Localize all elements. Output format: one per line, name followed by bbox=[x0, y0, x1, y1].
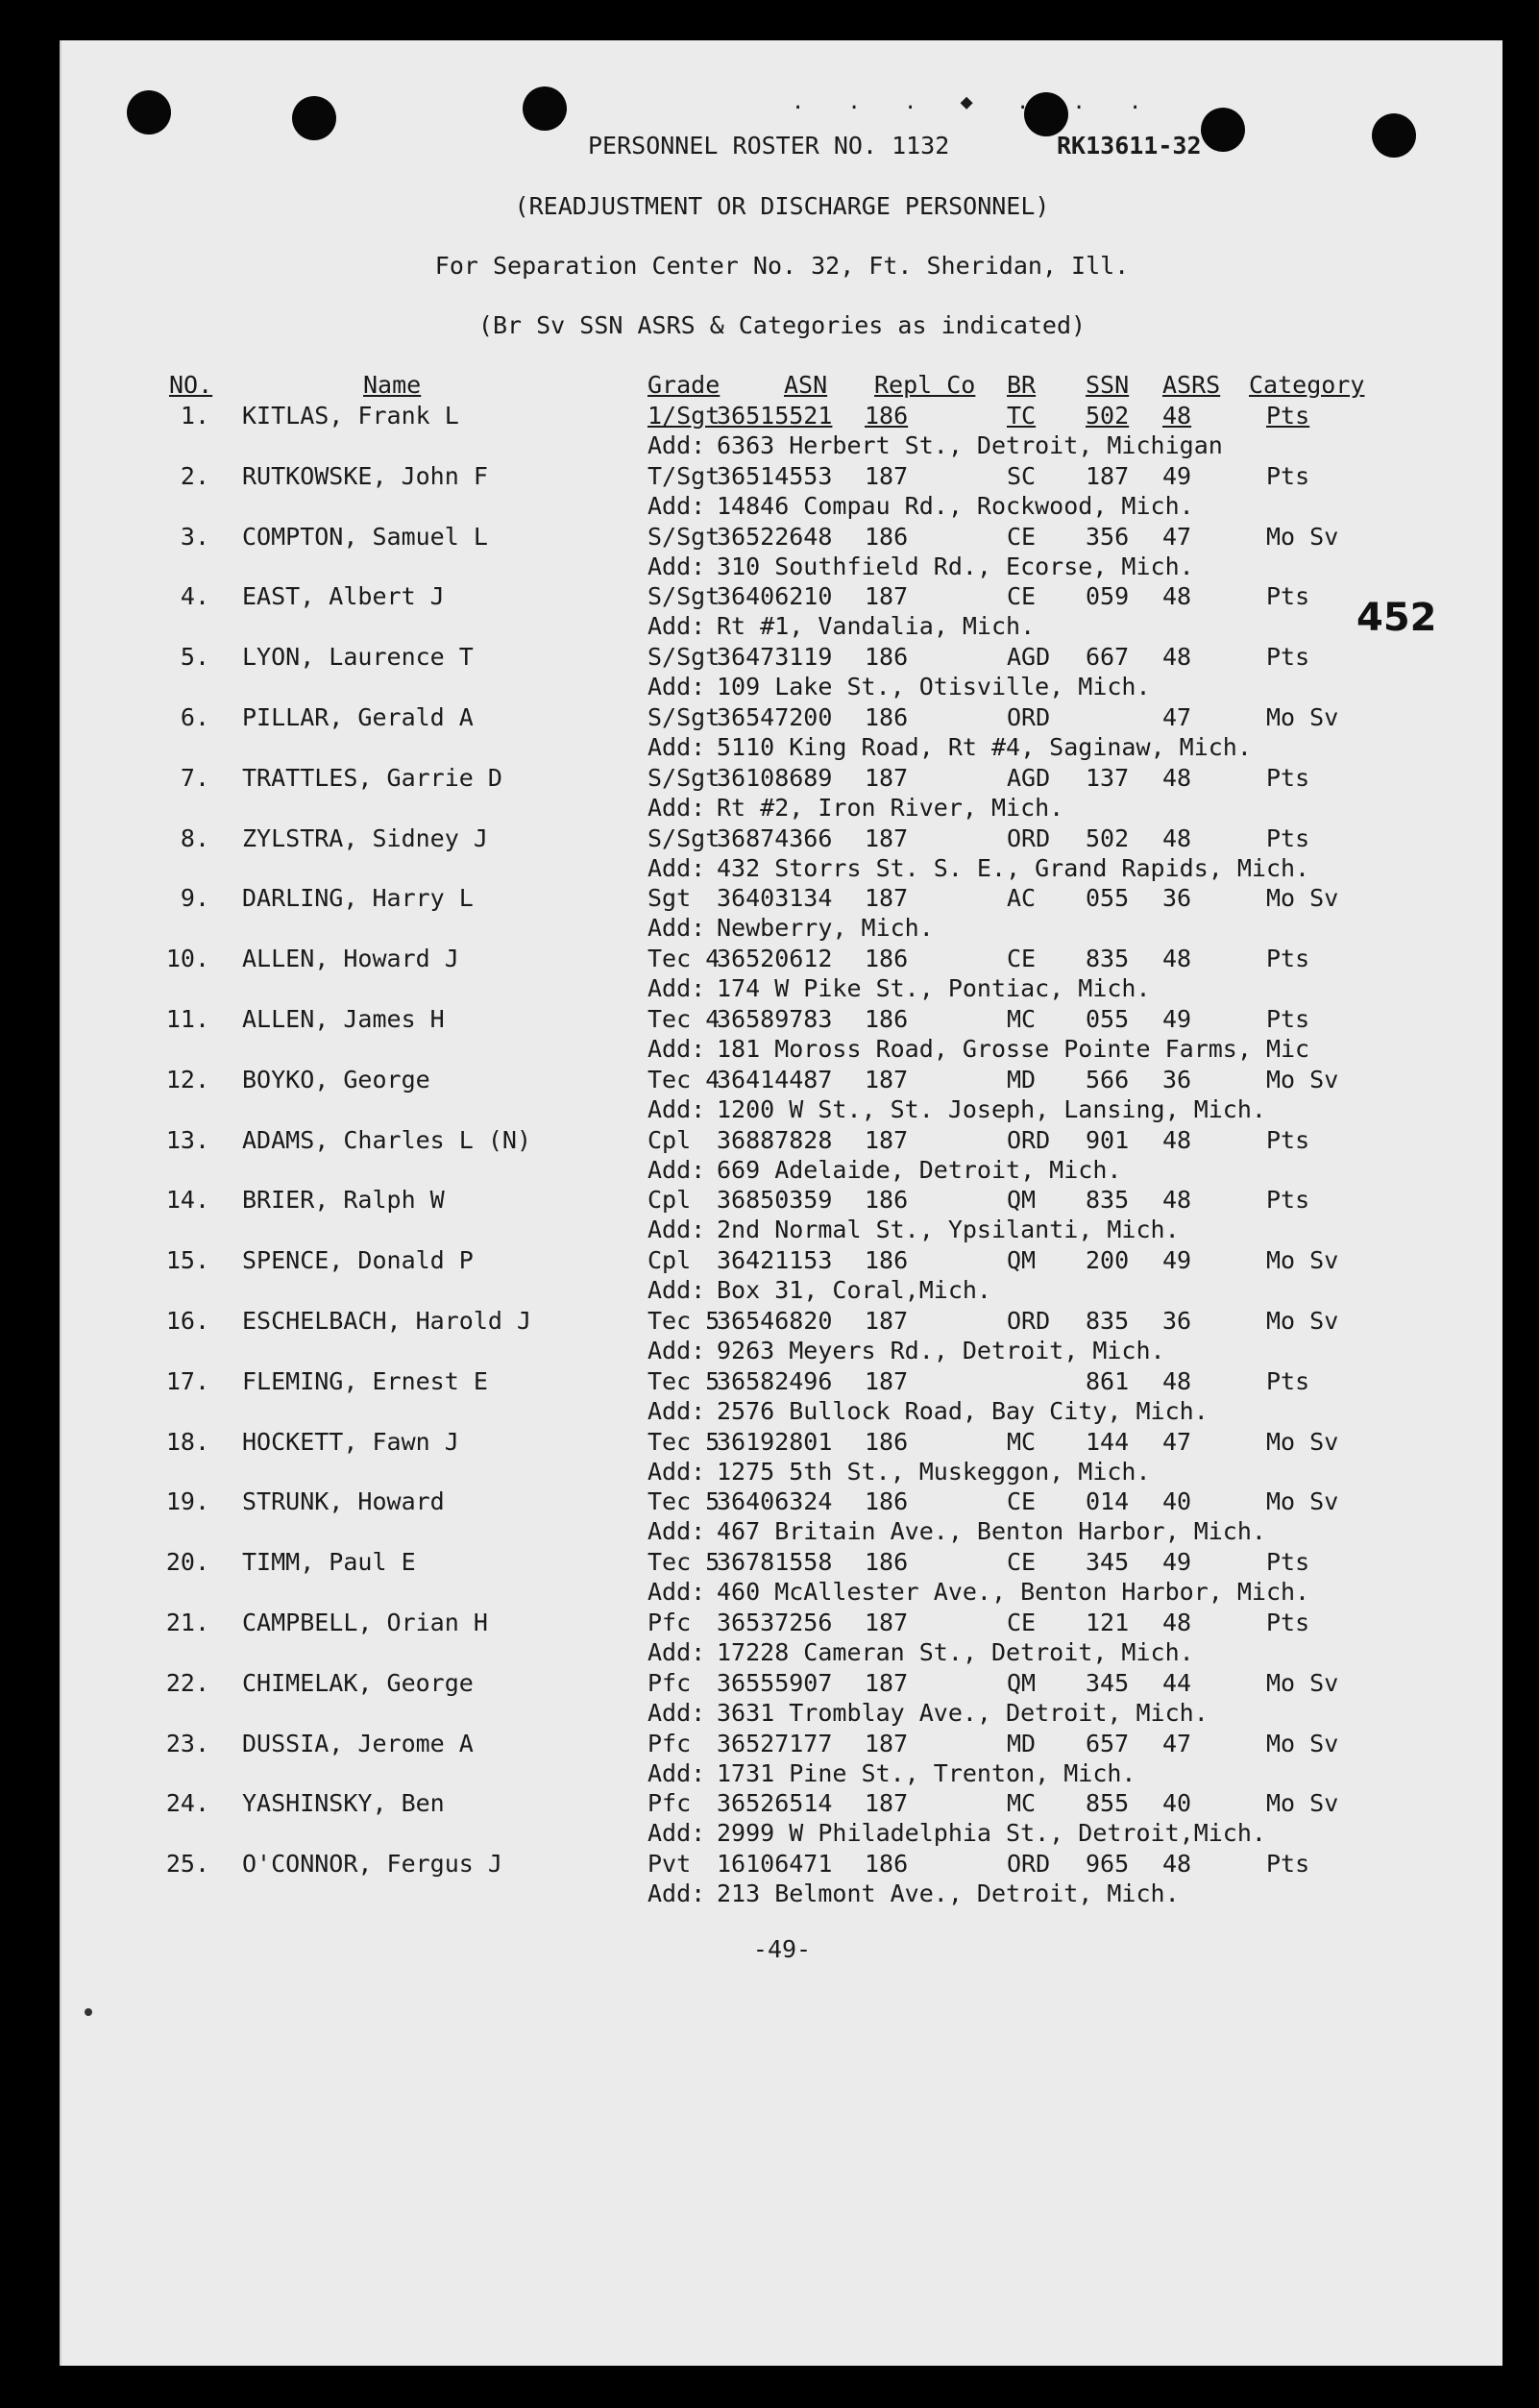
entry-asrs: 49 bbox=[1162, 462, 1192, 490]
roster-title: PERSONNEL ROSTER NO. 1132 bbox=[588, 132, 950, 160]
entry-asrs: 48 bbox=[1162, 764, 1192, 792]
entry-asrs: 48 bbox=[1162, 643, 1192, 671]
entry-branch: CE bbox=[1007, 1548, 1037, 1576]
entry-grade: S/Sgt bbox=[647, 824, 721, 852]
entry-asrs: 48 bbox=[1162, 1126, 1192, 1154]
entry-branch: CE bbox=[1007, 582, 1037, 610]
entry-category: Pts bbox=[1266, 643, 1310, 671]
entry-grade: Tec 5 bbox=[647, 1548, 721, 1576]
entry-asn: 36192801 bbox=[717, 1428, 833, 1456]
entry-grade: Cpl bbox=[647, 1186, 692, 1214]
entry-grade: Tec 5 bbox=[647, 1367, 721, 1395]
entry-ssn: 861 bbox=[1086, 1367, 1130, 1395]
entry-grade: Tec 4 bbox=[647, 1005, 721, 1033]
entry-branch: MC bbox=[1007, 1005, 1037, 1033]
entry-asrs: 47 bbox=[1162, 1730, 1192, 1757]
entry-number: 21. bbox=[165, 1609, 209, 1636]
entry-branch: MC bbox=[1007, 1789, 1037, 1817]
entry-number: 23. bbox=[165, 1730, 209, 1757]
entry-category: Mo Sv bbox=[1266, 1669, 1339, 1697]
paper-speck bbox=[85, 2008, 92, 2016]
punch-hole bbox=[1201, 108, 1245, 152]
entry-number: 12. bbox=[165, 1066, 209, 1093]
entry-branch: CE bbox=[1007, 945, 1037, 972]
entry-asrs: 48 bbox=[1162, 582, 1192, 610]
entry-ssn: 667 bbox=[1086, 643, 1130, 671]
entry-name: ALLEN, James H bbox=[242, 1005, 445, 1033]
entry-branch: CE bbox=[1007, 1487, 1037, 1515]
address-label: Add: bbox=[647, 733, 706, 761]
punch-hole bbox=[127, 90, 171, 135]
entry-name: TRATTLES, Garrie D bbox=[242, 764, 502, 792]
entry-grade: T/Sgt bbox=[647, 462, 721, 490]
entry-address: 1275 5th St., Muskeggon, Mich. bbox=[717, 1458, 1151, 1486]
entry-address: 5110 King Road, Rt #4, Saginaw, Mich. bbox=[717, 733, 1252, 761]
entry-ssn: 187 bbox=[1086, 462, 1130, 490]
entry-number: 24. bbox=[165, 1789, 209, 1817]
entry-category: Mo Sv bbox=[1266, 1789, 1339, 1817]
address-label: Add: bbox=[647, 1458, 706, 1486]
address-label: Add: bbox=[647, 1095, 706, 1123]
entry-repl-co: 187 bbox=[865, 1126, 909, 1154]
entry-number: 3. bbox=[180, 523, 209, 551]
entry-category: Mo Sv bbox=[1266, 1307, 1339, 1335]
entry-ssn: 356 bbox=[1086, 523, 1130, 551]
entry-branch: MD bbox=[1007, 1066, 1037, 1093]
entry-address: 467 Britain Ave., Benton Harbor, Mich. bbox=[717, 1517, 1266, 1545]
entry-grade: Tec 4 bbox=[647, 945, 721, 972]
address-label: Add: bbox=[647, 612, 706, 640]
entry-asrs: 48 bbox=[1162, 402, 1192, 430]
entry-name: ADAMS, Charles L (N) bbox=[242, 1126, 532, 1154]
entry-asn: 36515521 bbox=[717, 402, 833, 430]
entry-repl-co: 186 bbox=[865, 1487, 909, 1515]
entry-grade: S/Sgt bbox=[647, 764, 721, 792]
entry-asrs: 48 bbox=[1162, 945, 1192, 972]
entry-name: DUSSIA, Jerome A bbox=[242, 1730, 474, 1757]
entry-name: BOYKO, George bbox=[242, 1066, 430, 1093]
address-label: Add: bbox=[647, 1397, 706, 1425]
entry-asn: 36781558 bbox=[717, 1548, 833, 1576]
entry-branch: ORD bbox=[1007, 1126, 1051, 1154]
entry-address: 2576 Bullock Road, Bay City, Mich. bbox=[717, 1397, 1209, 1425]
address-label: Add: bbox=[647, 974, 706, 1002]
entry-number: 1. bbox=[180, 402, 209, 430]
entry-asrs: 47 bbox=[1162, 1428, 1192, 1456]
entry-ssn: 345 bbox=[1086, 1669, 1130, 1697]
entry-asrs: 36 bbox=[1162, 1307, 1192, 1335]
entry-name: RUTKOWSKE, John F bbox=[242, 462, 488, 490]
entry-asn: 36526514 bbox=[717, 1789, 833, 1817]
entry-asn: 36887828 bbox=[717, 1126, 833, 1154]
address-label: Add: bbox=[647, 1578, 706, 1606]
entry-number: 5. bbox=[180, 643, 209, 671]
entry-repl-co: 186 bbox=[865, 1548, 909, 1576]
entry-asrs: 44 bbox=[1162, 1669, 1192, 1697]
entry-grade: S/Sgt bbox=[647, 703, 721, 731]
entry-category: Pts bbox=[1266, 824, 1310, 852]
entry-category: Pts bbox=[1266, 1367, 1310, 1395]
entry-asrs: 48 bbox=[1162, 1850, 1192, 1878]
entry-repl-co: 187 bbox=[865, 1789, 909, 1817]
entry-asrs: 47 bbox=[1162, 703, 1192, 731]
entry-ssn: 566 bbox=[1086, 1066, 1130, 1093]
entry-asn: 16106471 bbox=[717, 1850, 833, 1878]
stamp-number: 452 bbox=[1356, 596, 1437, 640]
entry-ssn: 055 bbox=[1086, 1005, 1130, 1033]
entry-asn: 36514553 bbox=[717, 462, 833, 490]
entry-asn: 36522648 bbox=[717, 523, 833, 551]
entry-grade: S/Sgt bbox=[647, 523, 721, 551]
entry-grade: Tec 5 bbox=[647, 1487, 721, 1515]
entry-address: 2999 W Philadelphia St., Detroit,Mich. bbox=[717, 1819, 1266, 1847]
address-label: Add: bbox=[647, 1880, 706, 1907]
entry-name: EAST, Albert J bbox=[242, 582, 445, 610]
entry-grade: Pfc bbox=[647, 1730, 692, 1757]
address-label: Add: bbox=[647, 1035, 706, 1063]
entry-asn: 36850359 bbox=[717, 1186, 833, 1214]
entry-number: 4. bbox=[180, 582, 209, 610]
entry-grade: S/Sgt bbox=[647, 582, 721, 610]
entry-name: O'CONNOR, Fergus J bbox=[242, 1850, 502, 1878]
entry-category: Mo Sv bbox=[1266, 1730, 1339, 1757]
entry-name: FLEMING, Ernest E bbox=[242, 1367, 488, 1395]
entry-number: 8. bbox=[180, 824, 209, 852]
address-label: Add: bbox=[647, 914, 706, 942]
address-label: Add: bbox=[647, 1216, 706, 1243]
entry-address: 310 Southfield Rd., Ecorse, Mich. bbox=[717, 553, 1194, 580]
entry-ssn: 657 bbox=[1086, 1730, 1130, 1757]
entry-repl-co: 186 bbox=[865, 402, 909, 430]
entry-name: CHIMELAK, George bbox=[242, 1669, 474, 1697]
col-no: NO. bbox=[169, 371, 213, 399]
address-label: Add: bbox=[647, 1819, 706, 1847]
entry-asrs: 49 bbox=[1162, 1246, 1192, 1274]
entry-category: Mo Sv bbox=[1266, 884, 1339, 912]
entry-name: DARLING, Harry L bbox=[242, 884, 474, 912]
entry-repl-co: 186 bbox=[865, 1428, 909, 1456]
entry-asn: 36403134 bbox=[717, 884, 833, 912]
entry-branch: AGD bbox=[1007, 764, 1051, 792]
address-label: Add: bbox=[647, 1699, 706, 1727]
entry-branch: AC bbox=[1007, 884, 1037, 912]
entry-name: PILLAR, Gerald A bbox=[242, 703, 474, 731]
entry-address: 1731 Pine St., Trenton, Mich. bbox=[717, 1759, 1136, 1787]
address-label: Add: bbox=[647, 431, 706, 459]
entry-branch: SC bbox=[1007, 462, 1037, 490]
entry-category: Pts bbox=[1266, 402, 1310, 430]
entry-grade: Tec 5 bbox=[647, 1307, 721, 1335]
entry-address: Rt #1, Vandalia, Mich. bbox=[717, 612, 1036, 640]
entry-number: 10. bbox=[165, 945, 209, 972]
entry-asrs: 47 bbox=[1162, 523, 1192, 551]
entry-repl-co: 187 bbox=[865, 1730, 909, 1757]
entry-grade: Tec 5 bbox=[647, 1428, 721, 1456]
entry-asn: 36589783 bbox=[717, 1005, 833, 1033]
entry-repl-co: 186 bbox=[865, 1005, 909, 1033]
entry-ssn: 121 bbox=[1086, 1609, 1130, 1636]
entry-branch: MD bbox=[1007, 1730, 1037, 1757]
entry-address: Rt #2, Iron River, Mich. bbox=[717, 794, 1064, 822]
address-label: Add: bbox=[647, 1517, 706, 1545]
entry-number: 17. bbox=[165, 1367, 209, 1395]
entry-branch: TC bbox=[1007, 402, 1037, 430]
entry-asn: 36546820 bbox=[717, 1307, 833, 1335]
entry-name: CAMPBELL, Orian H bbox=[242, 1609, 488, 1636]
entry-address: 432 Storrs St. S. E., Grand Rapids, Mich. bbox=[717, 854, 1310, 882]
col-category: Category bbox=[1249, 371, 1365, 399]
entry-number: 19. bbox=[165, 1487, 209, 1515]
entry-repl-co: 187 bbox=[865, 1307, 909, 1335]
entry-branch: CE bbox=[1007, 1609, 1037, 1636]
entry-number: 11. bbox=[165, 1005, 209, 1033]
entry-repl-co: 187 bbox=[865, 1367, 909, 1395]
entry-ssn: 835 bbox=[1086, 1186, 1130, 1214]
entry-name: ALLEN, Howard J bbox=[242, 945, 459, 972]
entry-branch: ORD bbox=[1007, 1850, 1051, 1878]
entry-name: LYON, Laurence T bbox=[242, 643, 474, 671]
address-label: Add: bbox=[647, 492, 706, 520]
entry-category: Mo Sv bbox=[1266, 1246, 1339, 1274]
entry-asn: 36414487 bbox=[717, 1066, 833, 1093]
entry-asn: 36527177 bbox=[717, 1730, 833, 1757]
entry-category: Pts bbox=[1266, 462, 1310, 490]
entry-asn: 36406210 bbox=[717, 582, 833, 610]
entry-branch: QM bbox=[1007, 1186, 1037, 1214]
entry-address: 669 Adelaide, Detroit, Mich. bbox=[717, 1156, 1122, 1184]
entry-asn: 36555907 bbox=[717, 1669, 833, 1697]
entry-number: 20. bbox=[165, 1548, 209, 1576]
entry-category: Mo Sv bbox=[1266, 1428, 1339, 1456]
entry-asn: 36874366 bbox=[717, 824, 833, 852]
entry-asrs: 36 bbox=[1162, 884, 1192, 912]
entry-number: 6. bbox=[180, 703, 209, 731]
col-repl-co: Repl Co bbox=[874, 371, 976, 399]
entry-grade: Pvt bbox=[647, 1850, 692, 1878]
entry-asn: 36406324 bbox=[717, 1487, 833, 1515]
entry-repl-co: 187 bbox=[865, 884, 909, 912]
entry-repl-co: 187 bbox=[865, 1066, 909, 1093]
entry-address: Box 31, Coral,Mich. bbox=[717, 1276, 991, 1304]
entry-grade: Sgt bbox=[647, 884, 692, 912]
entry-address: 213 Belmont Ave., Detroit, Mich. bbox=[717, 1880, 1180, 1907]
entry-number: 16. bbox=[165, 1307, 209, 1335]
entry-asn: 36108689 bbox=[717, 764, 833, 792]
roster-subtitle: (READJUSTMENT OR DISCHARGE PERSONNEL) bbox=[514, 192, 1050, 220]
entry-asrs: 40 bbox=[1162, 1789, 1192, 1817]
col-ssn: SSN bbox=[1086, 371, 1130, 399]
entry-branch: ORD bbox=[1007, 1307, 1051, 1335]
entry-repl-co: 186 bbox=[865, 1186, 909, 1214]
entry-address: 1200 W St., St. Joseph, Lansing, Mich. bbox=[717, 1095, 1266, 1123]
punch-hole bbox=[1372, 113, 1416, 158]
entry-grade: S/Sgt bbox=[647, 643, 721, 671]
entry-name: YASHINSKY, Ben bbox=[242, 1789, 445, 1817]
entry-repl-co: 186 bbox=[865, 945, 909, 972]
entry-grade: Tec 4 bbox=[647, 1066, 721, 1093]
entry-category: Mo Sv bbox=[1266, 1487, 1339, 1515]
entry-repl-co: 187 bbox=[865, 764, 909, 792]
entry-asrs: 48 bbox=[1162, 1186, 1192, 1214]
entry-repl-co: 187 bbox=[865, 1609, 909, 1636]
entry-address: 460 McAllester Ave., Benton Harbor, Mich. bbox=[717, 1578, 1310, 1606]
entry-ssn: 835 bbox=[1086, 1307, 1130, 1335]
entry-category: Pts bbox=[1266, 1005, 1310, 1033]
entry-category: Mo Sv bbox=[1266, 1066, 1339, 1093]
entry-category: Pts bbox=[1266, 945, 1310, 972]
entry-number: 2. bbox=[180, 462, 209, 490]
entry-asrs: 49 bbox=[1162, 1005, 1192, 1033]
entry-category: Pts bbox=[1266, 1609, 1310, 1636]
entry-address: Newberry, Mich. bbox=[717, 914, 934, 942]
entry-address: 174 W Pike St., Pontiac, Mich. bbox=[717, 974, 1151, 1002]
entry-address: 14846 Compau Rd., Rockwood, Mich. bbox=[717, 492, 1194, 520]
entry-repl-co: 187 bbox=[865, 462, 909, 490]
entry-asrs: 48 bbox=[1162, 1609, 1192, 1636]
entry-branch: MC bbox=[1007, 1428, 1037, 1456]
entry-asn: 36547200 bbox=[717, 703, 833, 731]
entry-name: ESCHELBACH, Harold J bbox=[242, 1307, 532, 1335]
entry-asrs: 36 bbox=[1162, 1066, 1192, 1093]
entry-ssn: 200 bbox=[1086, 1246, 1130, 1274]
entry-number: 9. bbox=[180, 884, 209, 912]
col-grade: Grade bbox=[647, 371, 721, 399]
entry-name: TIMM, Paul E bbox=[242, 1548, 416, 1576]
entry-address: 109 Lake St., Otisville, Mich. bbox=[717, 673, 1151, 700]
address-label: Add: bbox=[647, 1759, 706, 1787]
entry-branch: AGD bbox=[1007, 643, 1051, 671]
entry-number: 15. bbox=[165, 1246, 209, 1274]
roster-note: (Br Sv SSN ASRS & Categories as indicated) bbox=[477, 311, 1087, 339]
roster-page bbox=[60, 40, 1502, 2366]
col-asn: ASN bbox=[784, 371, 828, 399]
address-label: Add: bbox=[647, 673, 706, 700]
entry-category: Pts bbox=[1266, 582, 1310, 610]
entry-branch: ORD bbox=[1007, 703, 1051, 731]
entry-name: HOCKETT, Fawn J bbox=[242, 1428, 459, 1456]
entry-ssn: 055 bbox=[1086, 884, 1130, 912]
entry-repl-co: 186 bbox=[865, 1246, 909, 1274]
entry-category: Pts bbox=[1266, 764, 1310, 792]
entry-grade: Cpl bbox=[647, 1246, 692, 1274]
entry-grade: Pfc bbox=[647, 1789, 692, 1817]
entry-address: 17228 Cameran St., Detroit, Mich. bbox=[717, 1638, 1194, 1666]
col-name: Name bbox=[363, 371, 422, 399]
entry-name: BRIER, Ralph W bbox=[242, 1186, 445, 1214]
entry-category: Pts bbox=[1266, 1850, 1310, 1878]
entry-number: 14. bbox=[165, 1186, 209, 1214]
entry-name: SPENCE, Donald P bbox=[242, 1246, 474, 1274]
entry-number: 22. bbox=[165, 1669, 209, 1697]
address-label: Add: bbox=[647, 854, 706, 882]
entry-ssn: 144 bbox=[1086, 1428, 1130, 1456]
entry-address: 6363 Herbert St., Detroit, Michigan bbox=[717, 431, 1223, 459]
entry-ssn: 137 bbox=[1086, 764, 1130, 792]
entry-number: 25. bbox=[165, 1850, 209, 1878]
entry-ssn: 345 bbox=[1086, 1548, 1130, 1576]
entry-grade: 1/Sgt bbox=[647, 402, 721, 430]
entry-ssn: 502 bbox=[1086, 824, 1130, 852]
entry-ssn: 014 bbox=[1086, 1487, 1130, 1515]
entry-asn: 36520612 bbox=[717, 945, 833, 972]
entry-grade: Pfc bbox=[647, 1669, 692, 1697]
entry-address: 181 Moross Road, Grosse Pointe Farms, Mic bbox=[717, 1035, 1310, 1063]
entry-repl-co: 187 bbox=[865, 582, 909, 610]
entry-ssn: 855 bbox=[1086, 1789, 1130, 1817]
entry-asn: 36473119 bbox=[717, 643, 833, 671]
address-label: Add: bbox=[647, 1276, 706, 1304]
entry-number: 18. bbox=[165, 1428, 209, 1456]
entry-branch: ORD bbox=[1007, 824, 1051, 852]
entry-asn: 36537256 bbox=[717, 1609, 833, 1636]
entry-asrs: 40 bbox=[1162, 1487, 1192, 1515]
entry-repl-co: 186 bbox=[865, 523, 909, 551]
entry-branch: QM bbox=[1007, 1246, 1037, 1274]
punch-hole bbox=[292, 96, 336, 140]
entry-number: 7. bbox=[180, 764, 209, 792]
entry-address: 3631 Tromblay Ave., Detroit, Mich. bbox=[717, 1699, 1209, 1727]
entry-repl-co: 187 bbox=[865, 1669, 909, 1697]
address-label: Add: bbox=[647, 1337, 706, 1364]
entry-name: KITLAS, Frank L bbox=[242, 402, 459, 430]
entry-asn: 36582496 bbox=[717, 1367, 833, 1395]
entry-ssn: 901 bbox=[1086, 1126, 1130, 1154]
entry-asrs: 48 bbox=[1162, 1367, 1192, 1395]
address-label: Add: bbox=[647, 794, 706, 822]
entry-category: Mo Sv bbox=[1266, 523, 1339, 551]
entry-repl-co: 186 bbox=[865, 1850, 909, 1878]
separation-center: For Separation Center No. 32, Ft. Sheridan, Ill. bbox=[434, 252, 1130, 280]
address-label: Add: bbox=[647, 1638, 706, 1666]
entry-name: STRUNK, Howard bbox=[242, 1487, 445, 1515]
roster-reference: RK13611-32 bbox=[1057, 132, 1202, 160]
address-label: Add: bbox=[647, 1156, 706, 1184]
entry-grade: Cpl bbox=[647, 1126, 692, 1154]
punch-dots: . . . ◆ . . . bbox=[792, 90, 1158, 114]
entry-ssn: 965 bbox=[1086, 1850, 1130, 1878]
entry-repl-co: 187 bbox=[865, 824, 909, 852]
entry-category: Pts bbox=[1266, 1126, 1310, 1154]
col-br: BR bbox=[1007, 371, 1037, 399]
entry-repl-co: 186 bbox=[865, 643, 909, 671]
entry-grade: Pfc bbox=[647, 1609, 692, 1636]
entry-ssn: 835 bbox=[1086, 945, 1130, 972]
entry-name: ZYLSTRA, Sidney J bbox=[242, 824, 488, 852]
page-number: -49- bbox=[752, 1935, 812, 1963]
entry-ssn: 059 bbox=[1086, 582, 1130, 610]
entry-name: COMPTON, Samuel L bbox=[242, 523, 488, 551]
entry-ssn: 502 bbox=[1086, 402, 1130, 430]
address-label: Add: bbox=[647, 553, 706, 580]
col-asrs: ASRS bbox=[1162, 371, 1221, 399]
entry-branch: CE bbox=[1007, 523, 1037, 551]
entry-number: 13. bbox=[165, 1126, 209, 1154]
punch-hole bbox=[523, 86, 567, 131]
entry-asn: 36421153 bbox=[717, 1246, 833, 1274]
entry-address: 9263 Meyers Rd., Detroit, Mich. bbox=[717, 1337, 1165, 1364]
entry-asrs: 48 bbox=[1162, 824, 1192, 852]
entry-category: Pts bbox=[1266, 1186, 1310, 1214]
entry-asrs: 49 bbox=[1162, 1548, 1192, 1576]
entry-category: Mo Sv bbox=[1266, 703, 1339, 731]
entry-repl-co: 186 bbox=[865, 703, 909, 731]
entry-branch: QM bbox=[1007, 1669, 1037, 1697]
entry-address: 2nd Normal St., Ypsilanti, Mich. bbox=[717, 1216, 1180, 1243]
entry-category: Pts bbox=[1266, 1548, 1310, 1576]
